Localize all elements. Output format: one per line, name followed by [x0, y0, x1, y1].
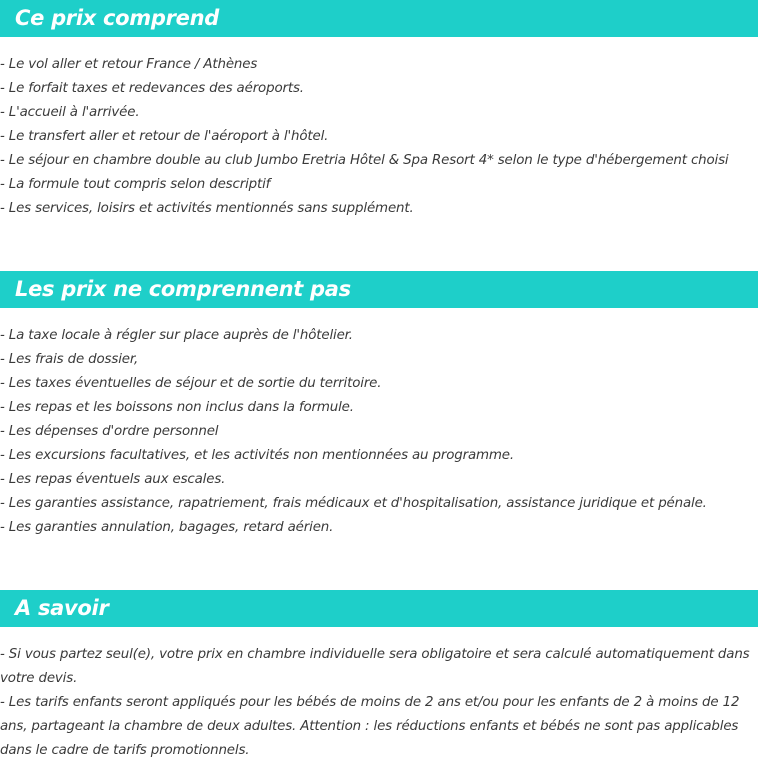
list-item: - Si vous partez seul(e), votre prix en chambre individuelle sera obligatoire et sera calculé automatiquement dans votre devis. [0, 647, 750, 686]
section-title-price-excludes: Les prix ne comprennent pas [0, 271, 758, 308]
list-item: - Le transfert aller et retour de l'aéroport à l'hôtel. [0, 129, 329, 144]
section-title-price-includes: Ce prix comprend [0, 0, 758, 37]
list-item: - Le vol aller et retour France / Athènes [0, 57, 258, 72]
list-item: - Les garanties annulation, bagages, retard aérien. [0, 520, 334, 535]
list-item: - Les excursions facultatives, et les activités non mentionnées au programme. [0, 448, 514, 463]
section-good-to-know [0, 590, 758, 763]
list-item: - Le séjour en chambre double au club Jumbo Eretria Hôtel & Spa Resort 4* selon le type d'hébergement choisi [0, 153, 729, 168]
good-to-know-list [0, 643, 758, 763]
list-item: - Le forfait taxes et redevances des aéroports. [0, 81, 304, 96]
section-price-includes [0, 0, 758, 221]
list-item: - Les garanties assistance, rapatriement, frais médicaux et d'hospitalisation, assistance juridique et pénale. [0, 496, 707, 511]
section-title-good-to-know: A savoir [0, 590, 758, 627]
list-item: - Les services, loisirs et activités mentionnés sans supplément. [0, 201, 414, 216]
list-item: - Les taxes éventuelles de séjour et de sortie du territoire. [0, 376, 382, 391]
price-includes-list [0, 53, 758, 221]
list-item: - Les dépenses d'ordre personnel [0, 424, 219, 439]
list-item: - Les frais de dossier, [0, 352, 139, 367]
list-item: - La formule tout compris selon descriptif [0, 177, 271, 192]
list-item: - Les repas éventuels aux escales. [0, 472, 226, 487]
list-item: - Les repas et les boissons non inclus dans la formule. [0, 400, 354, 415]
list-item: - L'accueil à l'arrivée. [0, 105, 140, 120]
list-item: - La taxe locale à régler sur place auprès de l'hôtelier. [0, 328, 353, 343]
list-item: - Les tarifs enfants seront appliqués pour les bébés de moins de 2 ans et/ou pour les enfants de 2 à moins de 12 ans, partageant la chambre de deux adultes. Attention : les réductions enfants et bébés ne sont pas applicables dans le cadre de tarifs promotionnels. [0, 695, 740, 758]
price-excludes-list [0, 324, 758, 540]
section-price-excludes [0, 271, 758, 540]
